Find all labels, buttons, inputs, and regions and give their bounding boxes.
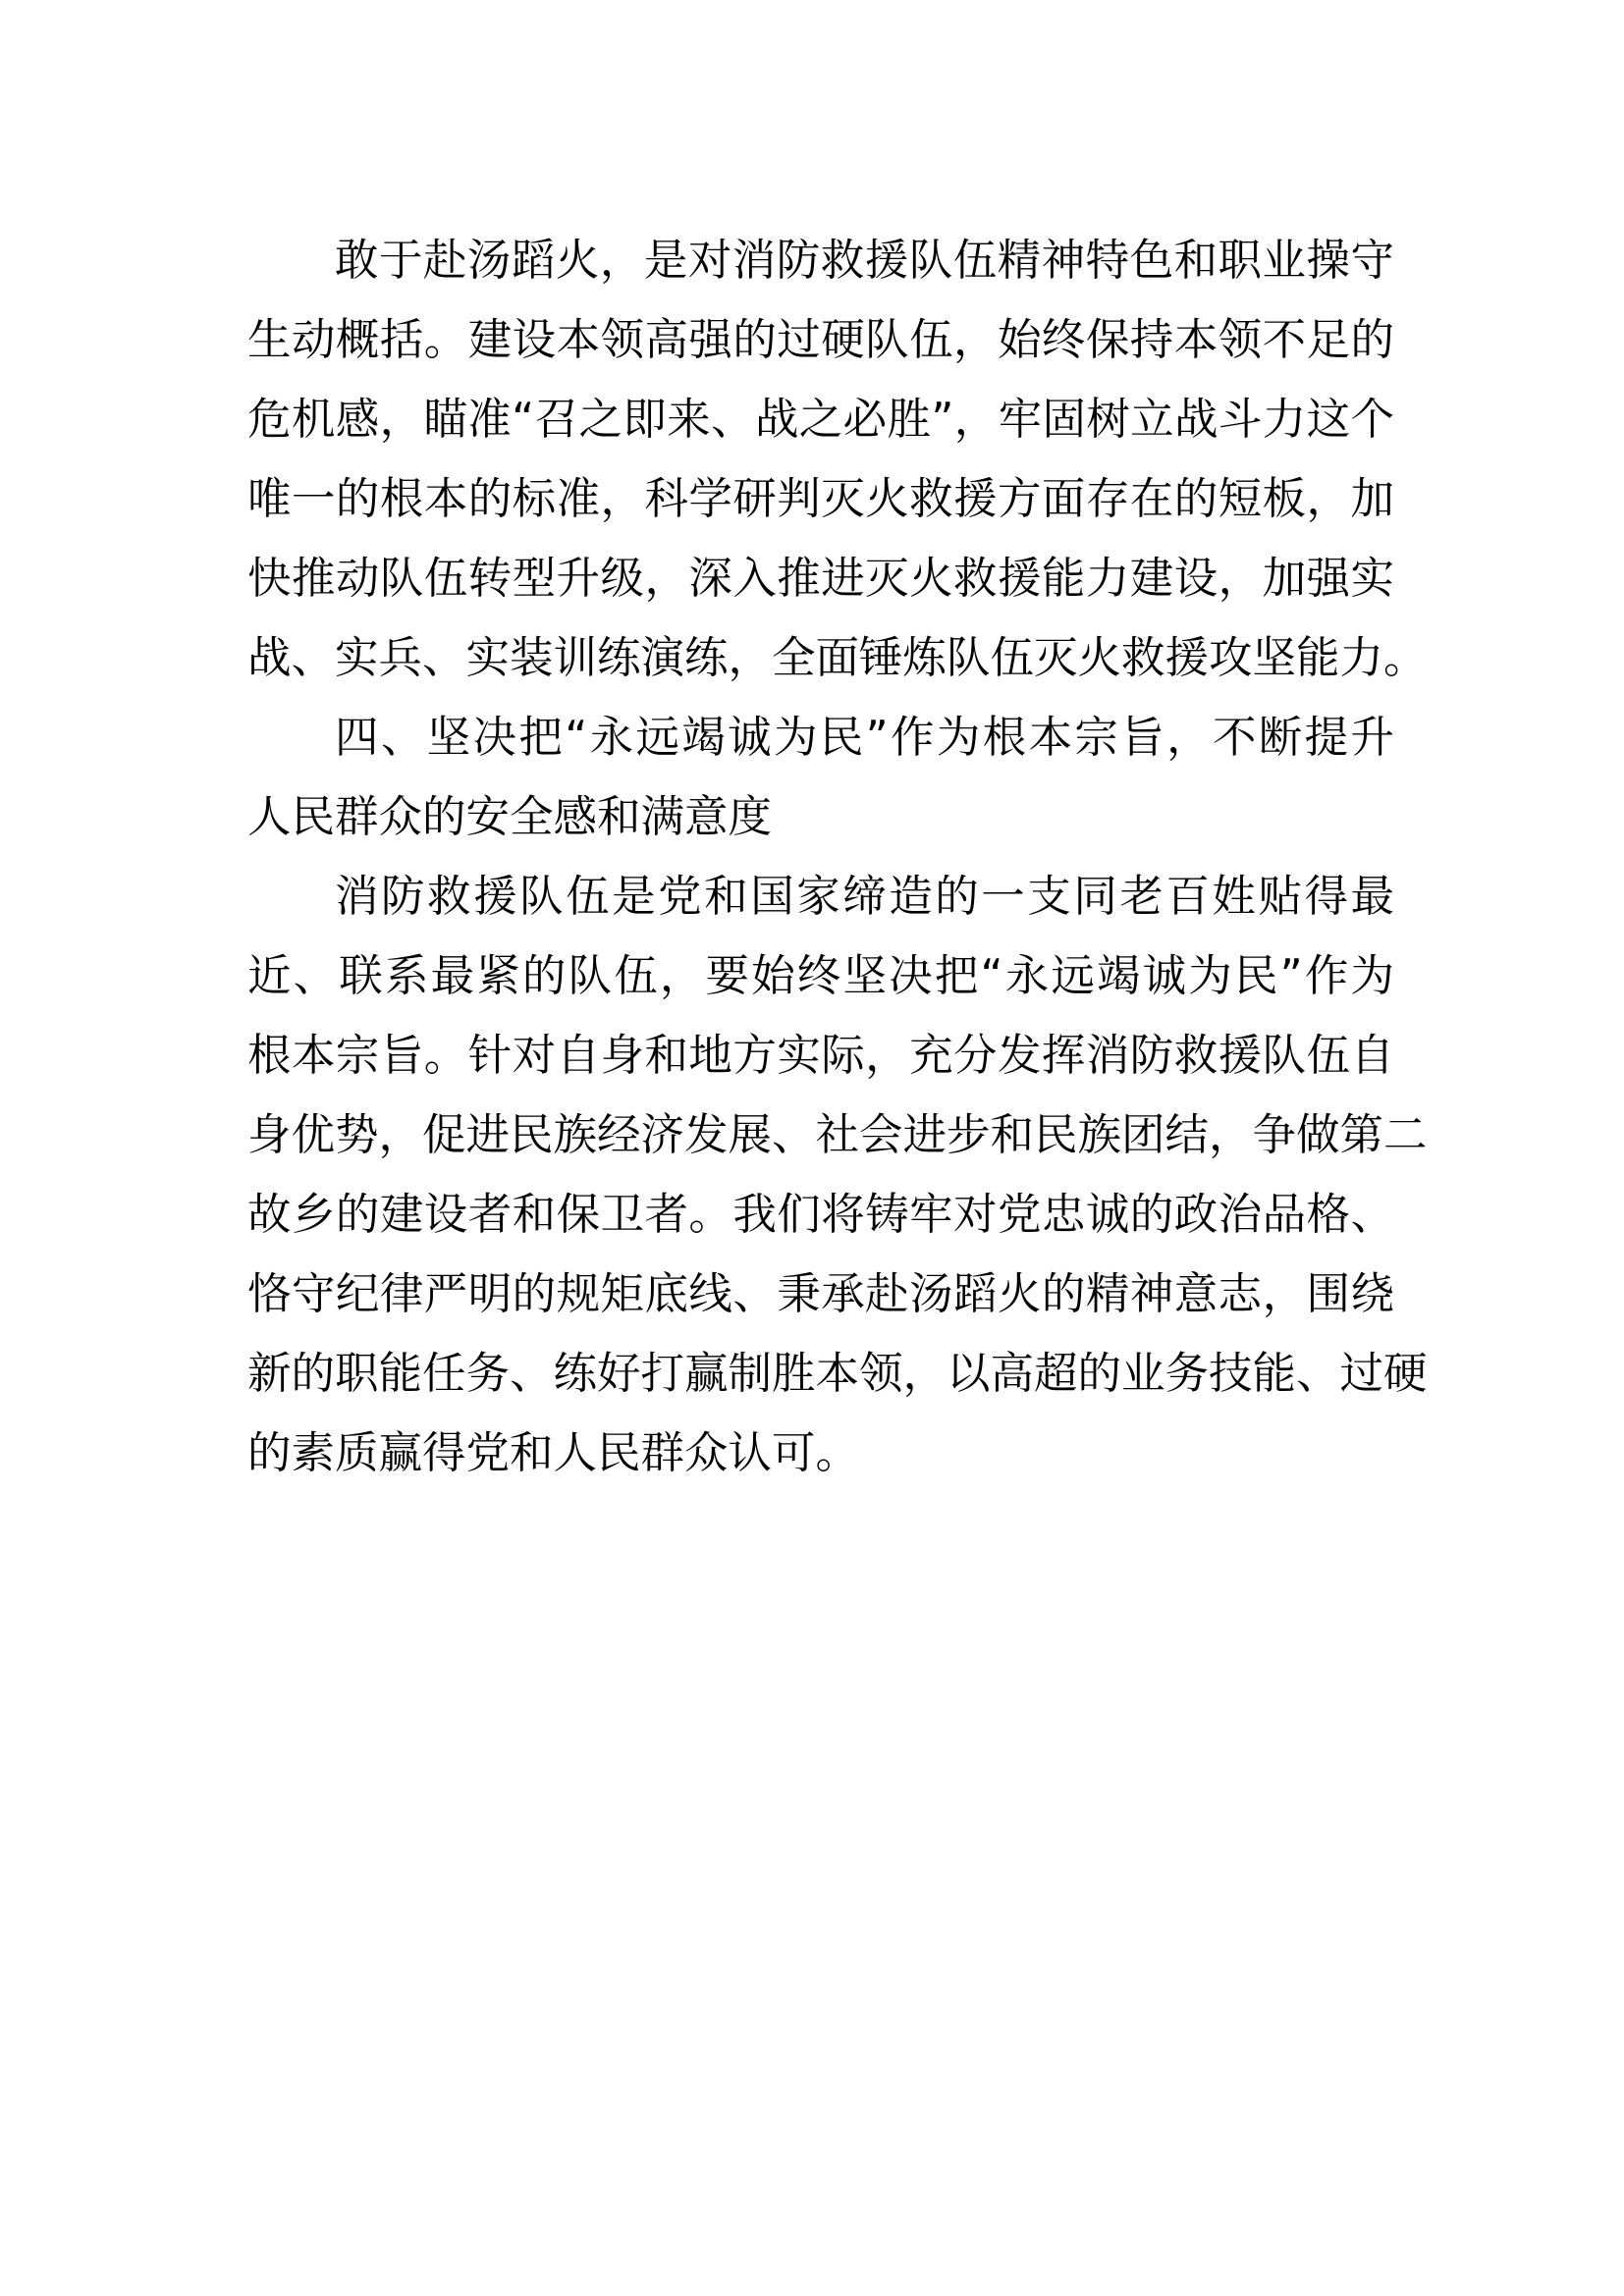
text-line: 唯一的根本的标准，科学研判灭火救援方面存在的短板，加 (247, 474, 1394, 524)
text-line: 恪守纪律严明的规矩底线、秉承赴汤蹈火的精神意志，围绕 (247, 1269, 1394, 1319)
text-line: 生动概括。建设本领高强的过硬队伍，始终保持本领不足的 (247, 315, 1394, 365)
text-line: 危机感，瞄准“召之即来、战之必胜”，牢固树立战斗力这个 (247, 395, 1394, 445)
text-line: 新的职能任务、练好打赢制胜本领，以高超的业务技能、过硬 (247, 1349, 1428, 1399)
text-line: 快推动队伍转型升级，深入推进灭火救援能力建设，加强实 (247, 554, 1394, 604)
text-line: 敢于赴汤蹈火，是对消防救援队伍精神特色和职业操守 (335, 236, 1394, 286)
document-page (247, 221, 1428, 1493)
text-line: 的素质赢得党和人民群众认可。 (247, 1428, 860, 1478)
heading-line: 人民群众的安全感和满意度 (247, 792, 773, 842)
text-line: 近、联系最紧的队伍，要始终坚决把“永远竭诚为民”作为 (247, 951, 1394, 1001)
text-line: 故乡的建设者和保卫者。我们将铸牢对党忠诚的政治品格、 (247, 1190, 1394, 1240)
heading-line: 四、坚决把“永远竭诚为民”作为根本宗旨，不断提升 (335, 713, 1394, 763)
text-line: 战、实兵、实装训练演练，全面锤炼队伍灭火救援攻坚能力。 (247, 633, 1428, 683)
text-line: 身优势，促进民族经济发展、社会进步和民族团结，争做第二 (247, 1110, 1428, 1160)
section-heading-4 (247, 698, 1394, 857)
paragraph-1 (247, 221, 1428, 698)
text-line: 根本宗旨。针对自身和地方实际，充分发挥消防救援队伍自 (247, 1031, 1394, 1081)
text-line: 消防救援队伍是党和国家缔造的一支同老百姓贴得最 (335, 872, 1394, 922)
paragraph-2 (247, 857, 1428, 1493)
